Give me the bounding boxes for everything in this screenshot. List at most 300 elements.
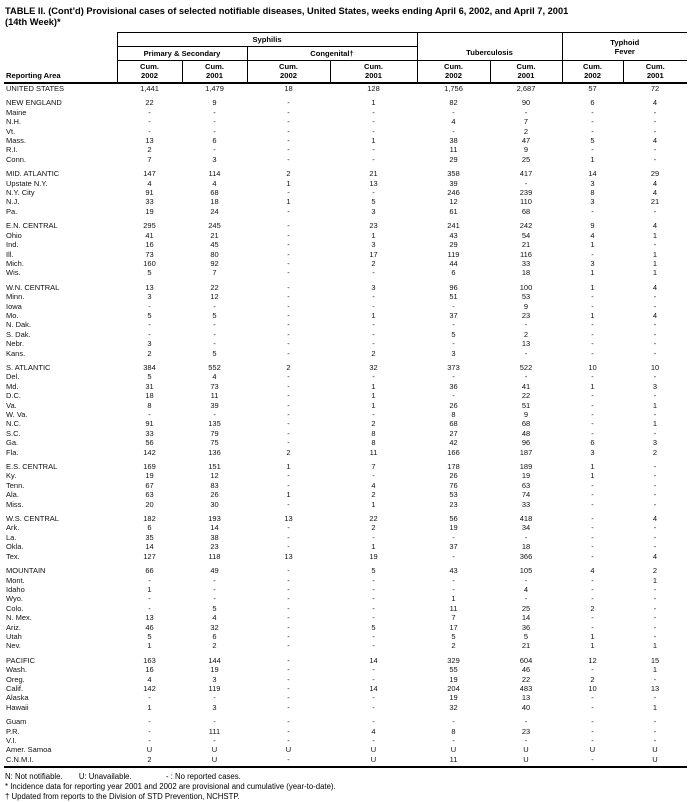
- cum-label: Cum.: [205, 62, 224, 71]
- table-row: [4, 419, 687, 428]
- table-row: [4, 523, 687, 532]
- table-row: [4, 401, 687, 410]
- notifiable-diseases-table: [4, 32, 687, 768]
- value-cell: 1: [371, 542, 376, 552]
- value-cell: 73: [145, 249, 154, 259]
- value-cell: 18: [521, 542, 531, 552]
- value-cell: 5: [147, 631, 152, 641]
- table-row: [4, 632, 687, 641]
- value-cell: -: [591, 542, 594, 552]
- value-cell: 51: [449, 292, 458, 302]
- value-cell: 366: [519, 551, 533, 561]
- value-cell: 1: [371, 310, 376, 320]
- value-cell: 5: [212, 310, 217, 320]
- value-cell: 3: [652, 381, 658, 391]
- year-label: 2001: [646, 71, 664, 80]
- value-cell: 5: [212, 348, 217, 358]
- reporting-area-cell: Mo.: [6, 310, 19, 320]
- table-row: [4, 240, 687, 249]
- value-cell: 2: [286, 169, 291, 179]
- value-cell: 8: [371, 438, 376, 448]
- value-cell: -: [372, 674, 375, 684]
- value-cell: 4: [147, 674, 152, 684]
- value-cell: 3: [371, 240, 376, 250]
- value-cell: -: [148, 594, 151, 604]
- value-cell: 1: [652, 258, 658, 268]
- value-cell: 9: [523, 301, 529, 311]
- year-label: 2002: [280, 71, 297, 80]
- value-cell: 3: [371, 206, 376, 216]
- value-cell: -: [591, 419, 594, 429]
- value-cell: U: [370, 745, 377, 755]
- value-cell: 1: [286, 197, 291, 207]
- value-cell: 4: [371, 726, 376, 736]
- value-cell: -: [372, 693, 375, 703]
- value-cell: 119: [208, 683, 221, 693]
- value-cell: 47: [521, 136, 531, 146]
- value-cell: -: [591, 117, 594, 127]
- value-cell: 40: [521, 702, 531, 712]
- table-row: [4, 745, 687, 754]
- table-row: [4, 179, 687, 188]
- value-cell: 1,441: [140, 84, 159, 93]
- value-cell: -: [591, 339, 594, 349]
- value-cell: -: [591, 292, 594, 302]
- value-cell: 193: [208, 514, 221, 524]
- table-row: [4, 391, 687, 400]
- value-cell: -: [653, 490, 657, 500]
- value-cell: 2: [371, 258, 376, 268]
- value-cell: -: [287, 655, 290, 665]
- reporting-area-cell: Tex.: [6, 551, 20, 561]
- reporting-area-cell: V.I.: [6, 736, 17, 745]
- reporting-area-cell: Miss.: [6, 499, 24, 509]
- value-cell: 17: [449, 622, 458, 632]
- value-cell: 5: [590, 136, 595, 146]
- table-row: [4, 755, 687, 767]
- value-cell: -: [452, 339, 455, 349]
- value-cell: 204: [447, 683, 460, 693]
- table-row: [4, 93, 687, 107]
- year-label: 2002: [445, 71, 462, 80]
- value-cell: 18: [210, 197, 219, 207]
- value-cell: -: [287, 188, 290, 198]
- value-cell: -: [591, 622, 594, 632]
- value-cell: 4: [212, 613, 217, 623]
- value-cell: U: [652, 745, 658, 755]
- value-cell: -: [287, 339, 290, 349]
- value-cell: -: [524, 178, 528, 188]
- value-cell: -: [653, 462, 657, 472]
- value-cell: -: [653, 613, 657, 623]
- value-cell: 6: [147, 523, 152, 533]
- value-cell: -: [653, 631, 657, 641]
- value-cell: -: [591, 301, 594, 311]
- value-cell: 4: [652, 221, 658, 231]
- value-cell: -: [287, 240, 290, 250]
- value-cell: 63: [145, 490, 154, 500]
- value-cell: -: [287, 726, 290, 736]
- value-cell: 127: [143, 551, 156, 561]
- value-cell: 19: [449, 693, 458, 703]
- value-cell: 4: [652, 136, 658, 146]
- value-cell: 4: [652, 98, 658, 108]
- value-cell: 4: [451, 117, 456, 127]
- table-row: [4, 448, 687, 457]
- table-row: [4, 429, 687, 438]
- reporting-area-cell: Ind.: [6, 240, 19, 250]
- value-cell: -: [591, 329, 594, 339]
- year-label: 2001: [365, 71, 382, 80]
- reporting-area-cell: Mass.: [6, 136, 27, 146]
- table-row: [4, 623, 687, 632]
- value-cell: 5: [371, 197, 376, 207]
- value-cell: -: [591, 391, 594, 401]
- reporting-area-cell: Ill.: [6, 249, 14, 259]
- value-cell: -: [287, 717, 290, 727]
- typhoid-fever-group-header: [562, 33, 687, 61]
- value-cell: 9: [212, 98, 217, 108]
- value-cell: 14: [521, 613, 531, 623]
- cum-label: Cum.: [364, 62, 383, 71]
- value-cell: -: [591, 613, 594, 623]
- value-cell: 1: [371, 391, 376, 401]
- value-cell: -: [653, 301, 657, 311]
- value-cell: -: [372, 339, 375, 349]
- value-cell: 178: [447, 462, 460, 472]
- value-cell: -: [591, 372, 594, 382]
- reporting-area-cell: Vt.: [6, 126, 16, 136]
- value-cell: 38: [449, 136, 458, 146]
- value-cell: -: [591, 523, 594, 533]
- value-cell: 8: [371, 428, 376, 438]
- table-row: [4, 164, 687, 178]
- reporting-area-cell: Mont.: [6, 575, 25, 585]
- reporting-area-cell: N.Y. City: [6, 188, 35, 198]
- value-cell: 19: [210, 665, 219, 675]
- value-cell: -: [653, 126, 657, 136]
- value-cell: -: [591, 145, 594, 155]
- value-cell: U: [623, 755, 687, 767]
- value-cell: -: [452, 372, 455, 382]
- table-row: [4, 127, 687, 136]
- value-cell: 241: [447, 221, 460, 231]
- value-cell: -: [591, 665, 594, 675]
- value-cell: 19: [449, 523, 458, 533]
- value-cell: 1: [451, 594, 456, 604]
- reporting-area-cell: Okla.: [6, 542, 24, 552]
- value-cell: 5: [451, 329, 456, 339]
- reporting-area-cell: Alaska: [6, 693, 29, 703]
- reporting-area-cell: Calif.: [6, 683, 24, 693]
- table-row: [4, 490, 687, 499]
- value-cell: -: [452, 575, 455, 585]
- value-cell: -: [591, 499, 594, 509]
- value-cell: -: [213, 339, 216, 349]
- value-cell: U: [589, 745, 596, 755]
- value-cell: -: [372, 268, 375, 278]
- value-cell: 67: [145, 480, 154, 490]
- table-row: [4, 471, 687, 480]
- reporting-area-cell: E.N. CENTRAL: [6, 221, 58, 231]
- reporting-area-cell: Kans.: [6, 348, 26, 358]
- congenital-header: Congenital†: [247, 47, 417, 61]
- primary-secondary-header: Primary & Secondary: [117, 47, 247, 61]
- value-cell: -: [653, 240, 657, 250]
- value-cell: 32: [369, 362, 378, 372]
- value-cell: 358: [447, 169, 460, 179]
- value-cell: 5: [147, 372, 152, 382]
- value-cell: 384: [143, 362, 156, 372]
- value-cell: -: [148, 575, 151, 585]
- value-cell: -: [452, 736, 455, 745]
- value-cell: 522: [519, 362, 533, 372]
- value-cell: 41: [145, 230, 154, 240]
- value-cell: 33: [145, 197, 154, 207]
- value-cell: 29: [650, 169, 660, 179]
- table-row: [4, 552, 687, 561]
- value-cell: 142: [143, 447, 156, 457]
- value-cell: -: [372, 471, 375, 481]
- value-cell: 37: [449, 542, 458, 552]
- table-row: [4, 188, 687, 197]
- value-cell: 1: [286, 490, 291, 500]
- table-row: [4, 250, 687, 259]
- value-cell: 24: [210, 206, 219, 216]
- value-cell: 61: [449, 206, 458, 216]
- value-cell: 13: [145, 136, 154, 146]
- value-cell: -: [287, 136, 290, 146]
- reporting-area-cell: Ariz.: [6, 622, 21, 632]
- value-cell: -: [372, 372, 375, 382]
- value-cell: -: [372, 154, 375, 164]
- value-cell: 22: [210, 282, 219, 292]
- value-cell: 18: [521, 268, 531, 278]
- value-cell: 14: [145, 542, 154, 552]
- value-cell: 1: [652, 268, 658, 278]
- reporting-area-cell: NEW ENGLAND: [6, 98, 62, 108]
- value-cell: 4: [212, 178, 217, 188]
- value-cell: 6: [590, 98, 595, 108]
- value-cell: 39: [210, 400, 219, 410]
- table-row: [4, 561, 687, 575]
- table-row: [4, 727, 687, 736]
- table-row: [4, 533, 687, 542]
- table-row: [4, 372, 687, 381]
- table-row: [4, 712, 687, 726]
- value-cell: U: [450, 745, 457, 755]
- table-row: [4, 349, 687, 358]
- table-row: [4, 438, 687, 447]
- table-row: [4, 703, 687, 712]
- value-cell: -: [653, 428, 657, 438]
- value-cell: 1,756: [444, 84, 463, 93]
- value-cell: -: [372, 584, 375, 594]
- value-cell: 2: [652, 566, 658, 576]
- value-cell: 135: [208, 419, 221, 429]
- value-cell: 5: [371, 622, 376, 632]
- value-cell: -: [287, 594, 290, 604]
- value-cell: 18: [145, 391, 154, 401]
- value-cell: 19: [449, 674, 458, 684]
- value-cell: 6: [451, 268, 456, 278]
- value-cell: 12: [210, 471, 219, 481]
- value-cell: -: [287, 641, 290, 651]
- value-cell: 136: [208, 447, 221, 457]
- value-cell: 21: [650, 197, 660, 207]
- value-cell: 25: [521, 154, 531, 164]
- table-row: [4, 665, 687, 674]
- table-row: [4, 259, 687, 268]
- value-cell: 242: [519, 221, 533, 231]
- reporting-area-cell: Ala.: [6, 490, 19, 500]
- value-cell: 22: [521, 391, 531, 401]
- value-cell: -: [372, 702, 375, 712]
- value-cell: 1: [147, 702, 152, 712]
- value-cell: 329: [447, 655, 460, 665]
- value-cell: -: [213, 320, 216, 330]
- value-cell: -: [287, 282, 290, 292]
- value-cell: 110: [520, 197, 532, 207]
- reporting-area-cell: Minn.: [6, 292, 25, 302]
- value-cell: 53: [521, 292, 531, 302]
- table-row: [4, 457, 687, 471]
- value-cell: 43: [449, 230, 458, 240]
- value-cell: -: [287, 575, 290, 585]
- value-cell: 4: [652, 178, 658, 188]
- value-cell: 55: [449, 665, 458, 675]
- value-cell: -: [287, 542, 290, 552]
- value-cell: 9: [590, 221, 595, 231]
- reporting-area-cell: Pa.: [6, 206, 18, 216]
- value-cell: 295: [143, 221, 156, 231]
- value-cell: 10: [588, 683, 597, 693]
- value-cell: 2: [590, 603, 595, 613]
- value-cell: 12: [210, 292, 219, 302]
- value-cell: 96: [449, 282, 458, 292]
- value-cell: -: [287, 480, 290, 490]
- value-cell: 6: [590, 438, 595, 448]
- reporting-area-cell: Idaho: [6, 584, 25, 594]
- value-cell: -: [653, 410, 657, 419]
- value-cell: 80: [210, 249, 219, 259]
- value-cell: 63: [521, 480, 531, 490]
- value-cell: -: [653, 736, 657, 745]
- value-cell: -: [524, 372, 528, 382]
- value-cell: 66: [145, 566, 154, 576]
- title-line1: TABLE II. (Cont’d) Provisional cases of selected notifiable diseases, United States, weeks ending April 6, 2002, and April 7, 2001: [5, 6, 569, 16]
- value-cell: -: [372, 717, 375, 727]
- value-cell: 21: [369, 169, 378, 179]
- value-cell: 4: [371, 480, 376, 490]
- reporting-area-cell: PACIFIC: [6, 655, 36, 665]
- value-cell: 68: [521, 206, 531, 216]
- value-cell: -: [591, 410, 594, 419]
- value-cell: 373: [447, 362, 460, 372]
- value-cell: -: [524, 736, 528, 745]
- reporting-area-header: Reporting Area: [4, 33, 117, 84]
- value-cell: -: [148, 410, 151, 419]
- table-row: [4, 585, 687, 594]
- value-cell: -: [287, 674, 290, 684]
- value-cell: -: [148, 726, 151, 736]
- value-cell: -: [287, 329, 290, 339]
- title-line2: (14th Week)*: [5, 17, 61, 27]
- value-cell: -: [287, 154, 290, 164]
- value-cell: -: [372, 613, 375, 623]
- value-cell: 3: [371, 282, 376, 292]
- value-cell: -: [524, 348, 528, 358]
- value-cell: -: [287, 126, 290, 136]
- value-cell: 2: [523, 126, 529, 136]
- value-cell: -: [287, 428, 290, 438]
- value-cell: -: [591, 320, 594, 330]
- value-cell: 10: [650, 362, 660, 372]
- value-cell: -: [591, 249, 594, 259]
- value-cell: -: [372, 117, 375, 127]
- reporting-area-cell: W.N. CENTRAL: [6, 282, 60, 292]
- table-row: [4, 641, 687, 650]
- value-cell: -: [287, 499, 290, 509]
- value-cell: 33: [521, 499, 531, 509]
- value-cell: 2: [286, 447, 291, 457]
- value-cell: -: [287, 310, 290, 320]
- value-cell: 1: [590, 282, 595, 292]
- value-cell: 53: [449, 490, 458, 500]
- value-cell: -: [287, 410, 290, 419]
- value-cell: -: [591, 480, 594, 490]
- value-cell: 33: [145, 428, 154, 438]
- col-header-tb-2001: [490, 61, 562, 84]
- value-cell: 8: [590, 188, 595, 198]
- value-cell: 8: [451, 410, 456, 419]
- value-cell: 3: [212, 674, 217, 684]
- value-cell: 1: [590, 268, 595, 278]
- value-cell: 246: [447, 188, 460, 198]
- value-cell: -: [287, 693, 290, 703]
- value-cell: 4: [652, 310, 658, 320]
- value-cell: 166: [447, 447, 460, 457]
- value-cell: -: [653, 584, 657, 594]
- value-cell: 111: [208, 726, 221, 736]
- value-cell: 2: [652, 447, 658, 457]
- value-cell: -: [148, 107, 151, 117]
- value-cell: 2: [147, 348, 152, 358]
- value-cell: -: [372, 188, 375, 198]
- value-cell: 11: [417, 755, 490, 767]
- value-cell: 2: [451, 641, 456, 651]
- value-cell: -: [213, 107, 216, 117]
- value-cell: -: [653, 499, 657, 509]
- value-cell: -: [591, 400, 594, 410]
- value-cell: -: [287, 301, 290, 311]
- value-cell: 82: [449, 98, 458, 108]
- value-cell: 68: [210, 188, 219, 198]
- value-cell: 4: [212, 372, 217, 382]
- value-cell: 1: [371, 381, 376, 391]
- value-cell: 418: [519, 514, 533, 524]
- value-cell: -: [287, 268, 290, 278]
- value-cell: 114: [208, 169, 221, 179]
- table-row: [4, 83, 687, 93]
- value-cell: -: [287, 98, 290, 108]
- value-cell: 54: [521, 230, 531, 240]
- value-cell: 2: [523, 329, 529, 339]
- value-cell: U: [490, 755, 562, 767]
- table-row: [4, 117, 687, 126]
- value-cell: 11: [369, 447, 378, 457]
- value-cell: 68: [449, 419, 458, 429]
